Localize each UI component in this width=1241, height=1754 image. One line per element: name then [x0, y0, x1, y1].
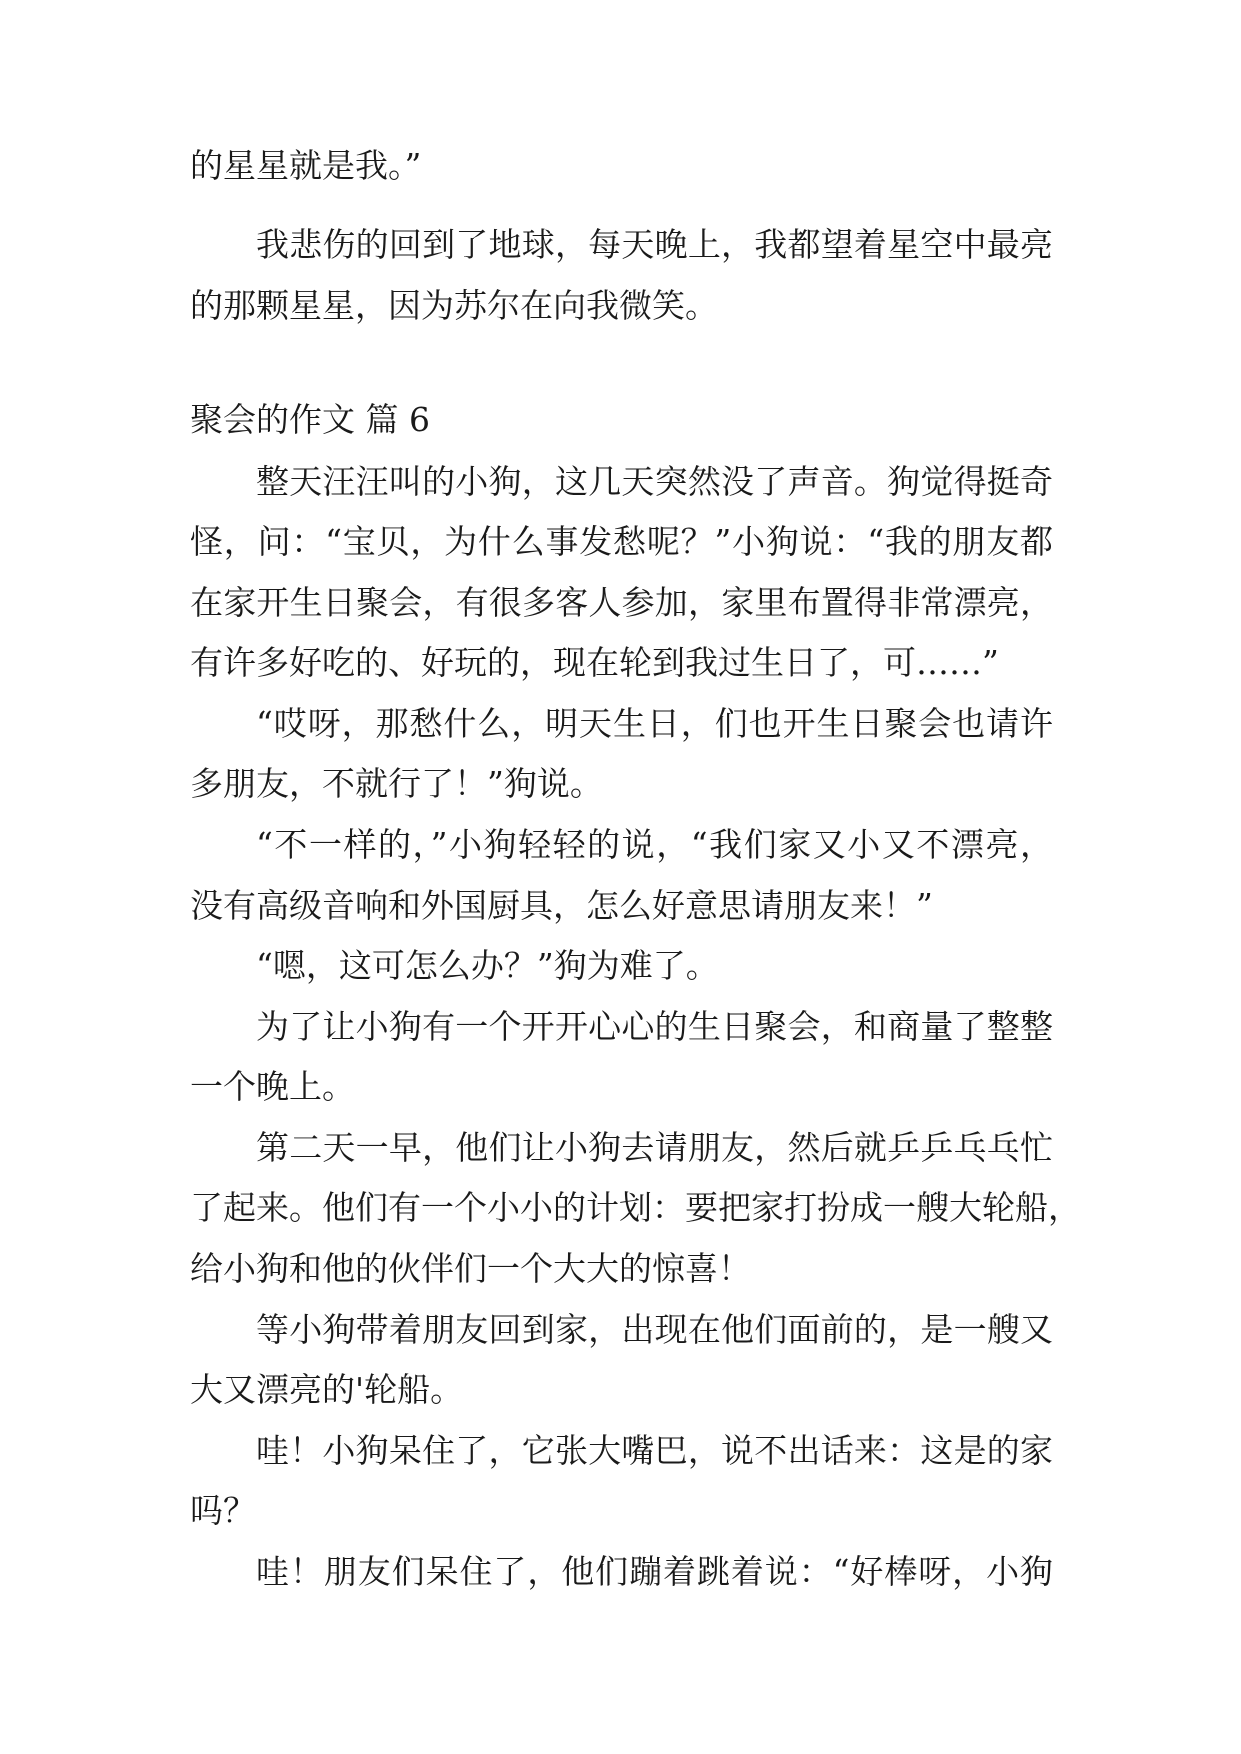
text-line: 哇！小狗呆住了，它张大嘴巴，说不出话来：这是的家	[256, 1431, 1053, 1470]
text-line: 有许多好吃的、好玩的，现在轮到我过生日了，可……”	[190, 643, 999, 682]
text-line: 第二天一早，他们让小狗去请朋友，然后就乒乒乓乓忙	[256, 1128, 1053, 1167]
text-line: “不一样的，”小狗轻轻的说，“我们家又小又不漂亮，	[256, 825, 1053, 864]
text-line: 在家开生日聚会，有很多客人参加，家里布置得非常漂亮，	[190, 583, 1053, 622]
text-line: 的那颗星星，因为苏尔在向我微笑。	[190, 286, 718, 325]
text-line: 一个晚上。	[190, 1067, 355, 1106]
text-line: 我悲伤的回到了地球，每天晚上，我都望着星空中最亮	[256, 225, 1053, 264]
text-line: 哇！朋友们呆住了，他们蹦着跳着说：“好棒呀，小狗	[256, 1552, 1053, 1591]
text-line: 为了让小狗有一个开开心心的生日聚会，和商量了整整	[256, 1007, 1053, 1046]
text-line: “哎呀，那愁什么，明天生日，们也开生日聚会也请许	[256, 704, 1053, 743]
text-line: 了起来。他们有一个小小的计划：要把家打扮成一艘大轮船，	[190, 1188, 1081, 1227]
text-line: 的星星就是我。”	[190, 146, 422, 185]
text-line: 大又漂亮的'轮船。	[190, 1370, 464, 1409]
text-line: 没有高级音响和外国厨具，怎么好意思请朋友来！”	[190, 886, 933, 925]
text-line: 给小狗和他的伙伴们一个大大的惊喜！	[190, 1249, 751, 1288]
text-line: 多朋友，不就行了！”狗说。	[190, 764, 603, 803]
text-line: 等小狗带着朋友回到家，出现在他们面前的，是一艘又	[256, 1310, 1053, 1349]
section-heading: 聚会的作文 篇 6	[190, 400, 430, 439]
text-line: 吗？	[190, 1491, 256, 1530]
text-line: 整天汪汪叫的小狗，这几天突然没了声音。狗觉得挺奇	[256, 462, 1053, 501]
text-line: “嗯，这可怎么办？”狗为难了。	[256, 946, 719, 985]
text-line: 怪，问：“宝贝，为什么事发愁呢？”小狗说：“我的朋友都	[190, 522, 1053, 561]
